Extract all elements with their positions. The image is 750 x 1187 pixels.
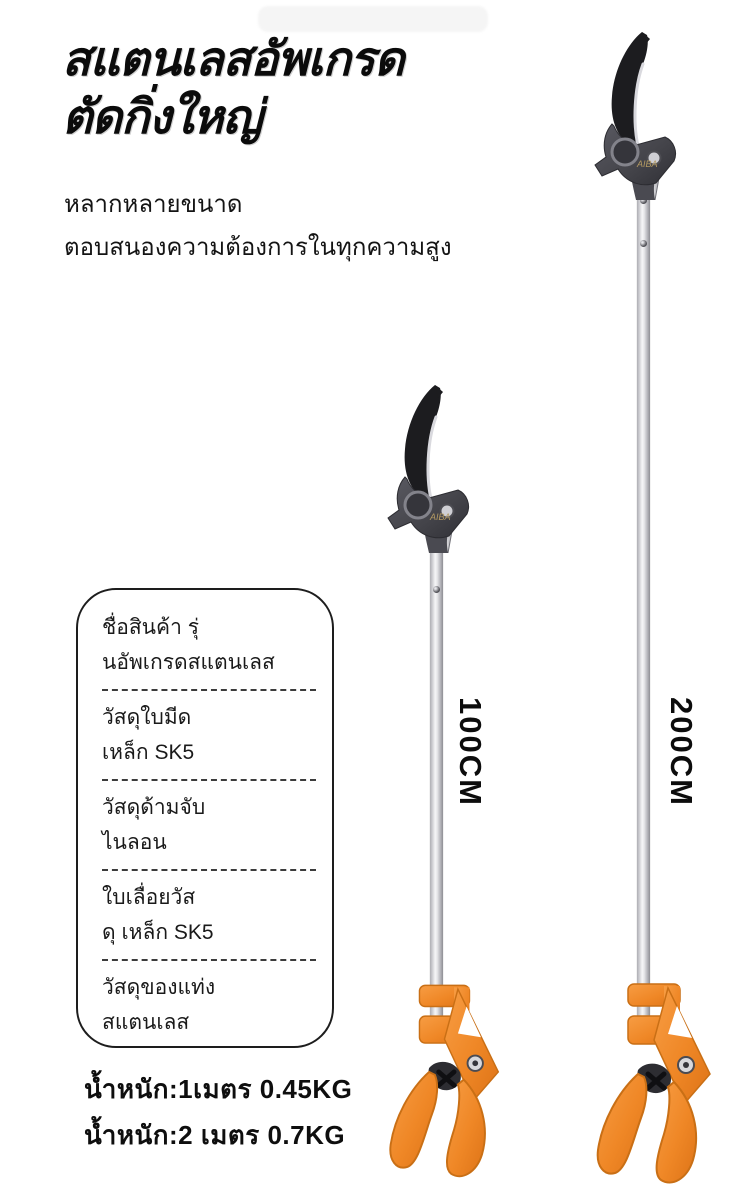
spec-row-saw-line1: ใบเลื่อยวัส: [102, 886, 196, 909]
length-label-200cm: 200CM: [664, 697, 699, 807]
title-line-2: ตัดกิ่งใหญ่: [62, 90, 262, 143]
length-label-100cm: 100CM: [453, 697, 488, 807]
spec-row-blade-line1: วัสดุใบมีด: [102, 706, 192, 729]
divider: [102, 959, 316, 961]
spec-row-blade-line2: เหล็ก SK5: [102, 741, 195, 764]
spec-row-name-line1: ชื่อสินค้า รุ่: [102, 616, 199, 639]
subtitle-line-2: ตอบสนองความต้องการในทุกความสูง: [64, 234, 452, 261]
watermark-smudge: [258, 6, 488, 32]
weight-line-2: น้ำหนัก:2 เมตร 0.7KG: [84, 1120, 346, 1150]
weight-line-1: น้ำหนัก:1เมตร 0.45KG: [84, 1074, 353, 1104]
page-title: [62, 30, 404, 146]
pole-200cm: [637, 192, 650, 1020]
divider: [102, 779, 316, 781]
spec-box: [76, 588, 334, 1048]
spec-row-handle-line1: วัสดุด้ามจับ: [102, 796, 206, 819]
pole-button: [640, 240, 647, 247]
page-subtitle: [64, 183, 452, 269]
spec-row-saw-line2: ดุ เหล็ก SK5: [102, 921, 214, 944]
weight-info: [84, 1066, 352, 1158]
spec-row-rod-line1: วัสดุของแท่ง: [102, 976, 216, 999]
pole-button: [433, 586, 440, 593]
pruner-handle-200cm: [588, 982, 718, 1187]
pruner-handle-100cm: [381, 982, 506, 1182]
spec-row-handle-line2: ไนลอน: [102, 831, 167, 854]
pruner-head-100cm: [374, 383, 494, 553]
pole-100cm: [430, 540, 443, 1020]
pruner-head-200cm: [581, 30, 701, 200]
spec-row-rod-line2: สแตนเลส: [102, 1011, 190, 1034]
title-line-1: สแตนเลสอัพเกรด: [62, 32, 404, 85]
divider: [102, 689, 316, 691]
spec-row-name-line2: นอัพเกรดสแตนเลส: [102, 651, 275, 674]
subtitle-line-1: หลากหลายขนาด: [64, 191, 243, 218]
divider: [102, 869, 316, 871]
